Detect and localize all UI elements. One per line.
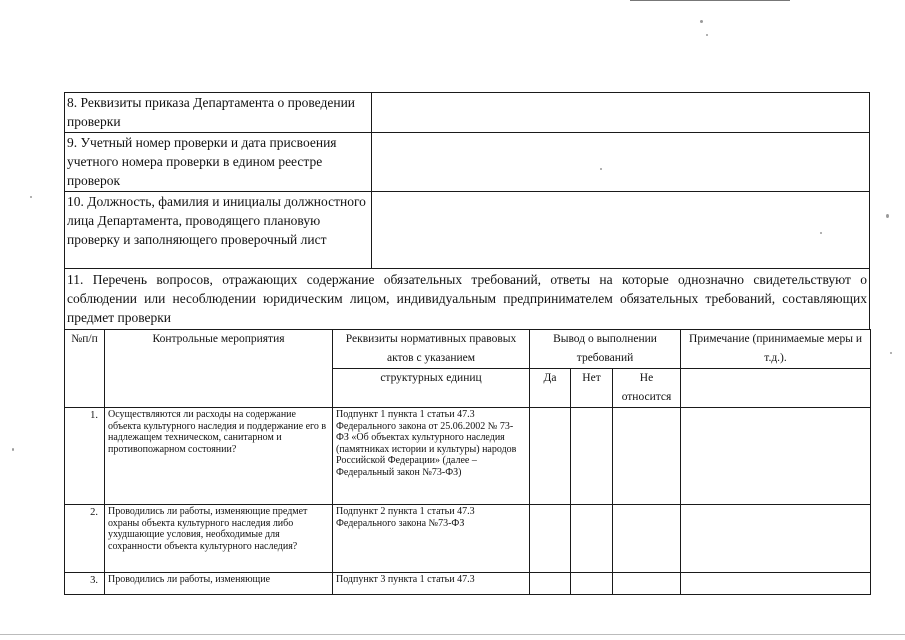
row-requisites: Подпункт 3 пункта 1 статьи 47.3 xyxy=(333,573,530,595)
scan-speck xyxy=(700,20,703,23)
scan-speck xyxy=(886,214,889,218)
header-yes: Да xyxy=(530,369,571,408)
row-requisites: Подпункт 1 пункта 1 статьи 47.3 Федерального закона от 25.06.2002 № 73-ФЗ «Об объектах культурного наследия (памятниках истории и культуры) народов Российской Федерации» (далее – Федеральный закон №73-ФЗ) xyxy=(333,408,530,505)
scan-edge-line-bottom xyxy=(0,634,905,635)
row-na-cell[interactable] xyxy=(613,573,681,595)
row-question: Проводились ли работы, изменяющие xyxy=(105,573,333,595)
checklist-table xyxy=(64,329,871,595)
header-num: №п/п xyxy=(65,330,105,408)
header-measures: Контрольные мероприятия xyxy=(105,330,333,408)
scan-speck xyxy=(600,168,602,170)
header-na: Не относится xyxy=(613,369,681,408)
table-row xyxy=(65,505,871,573)
row-question: Проводились ли работы, изменяющие предмет охраны объекта культурного наследия либо ухудшающие условия, необходимые для сохранности объекта культурного наследия? xyxy=(105,505,333,573)
section-9-value xyxy=(372,133,870,192)
section-8-label: 8. Реквизиты приказа Департамента о проведении проверки xyxy=(65,93,372,133)
row-na-cell[interactable] xyxy=(613,505,681,573)
header-requisites-line2: структурных единиц xyxy=(333,369,530,408)
row-note-cell[interactable] xyxy=(681,573,871,595)
row-note-cell[interactable] xyxy=(681,408,871,505)
row-number: 3. xyxy=(65,573,105,595)
row-yes-cell[interactable] xyxy=(530,408,571,505)
table-row xyxy=(65,408,871,505)
scan-speck xyxy=(820,232,822,234)
row-na-cell[interactable] xyxy=(613,408,681,505)
row-number: 1. xyxy=(65,408,105,505)
inspection-details-table xyxy=(64,92,870,269)
scan-speck xyxy=(706,34,708,36)
header-requisites-line1: Реквизиты нормативных правовых актов с указанием xyxy=(333,330,530,369)
row-no-cell[interactable] xyxy=(571,408,613,505)
section-8-row xyxy=(65,93,870,133)
section-10-value xyxy=(372,192,870,269)
section-10-row xyxy=(65,192,870,269)
row-yes-cell[interactable] xyxy=(530,505,571,573)
row-no-cell[interactable] xyxy=(571,505,613,573)
section-9-row xyxy=(65,133,870,192)
scan-speck xyxy=(30,196,32,198)
row-no-cell[interactable] xyxy=(571,573,613,595)
section-11-text: 11. Перечень вопросов, отражающих содержание обязательных требований, ответы на которые однозначно свидетельствуют о соблюдении или несоблюдении юридическим лицом, индивидуальным предпринимателем обязательных требований, составляющих предмет проверки xyxy=(64,268,870,329)
scan-edge-line xyxy=(630,0,790,1)
row-note-cell[interactable] xyxy=(681,505,871,573)
header-conclusion: Вывод о выполнении требований xyxy=(530,330,681,369)
header-note-empty xyxy=(681,369,871,408)
section-10-label: 10. Должность, фамилия и инициалы должностного лица Департамента, проводящего плановую проверку и заполняющего проверочный лист xyxy=(65,192,372,269)
row-requisites: Подпункт 2 пункта 1 статьи 47.3 Федерального закона №73-ФЗ xyxy=(333,505,530,573)
header-no: Нет xyxy=(571,369,613,408)
row-yes-cell[interactable] xyxy=(530,573,571,595)
table-row xyxy=(65,573,871,595)
section-8-value xyxy=(372,93,870,133)
checklist-header-row-1 xyxy=(65,330,871,369)
row-question: Осуществляются ли расходы на содержание объекта культурного наследия и поддержание его в надлежащем техническом, санитарном и противопожарном состоянии? xyxy=(105,408,333,505)
scan-speck xyxy=(890,352,892,354)
header-note: Примечание (принимаемые меры и т.д.). xyxy=(681,330,871,369)
section-9-label: 9. Учетный номер проверки и дата присвоения учетного номера проверки в едином реестре проверок xyxy=(65,133,372,192)
scan-speck xyxy=(12,448,14,451)
row-number: 2. xyxy=(65,505,105,573)
